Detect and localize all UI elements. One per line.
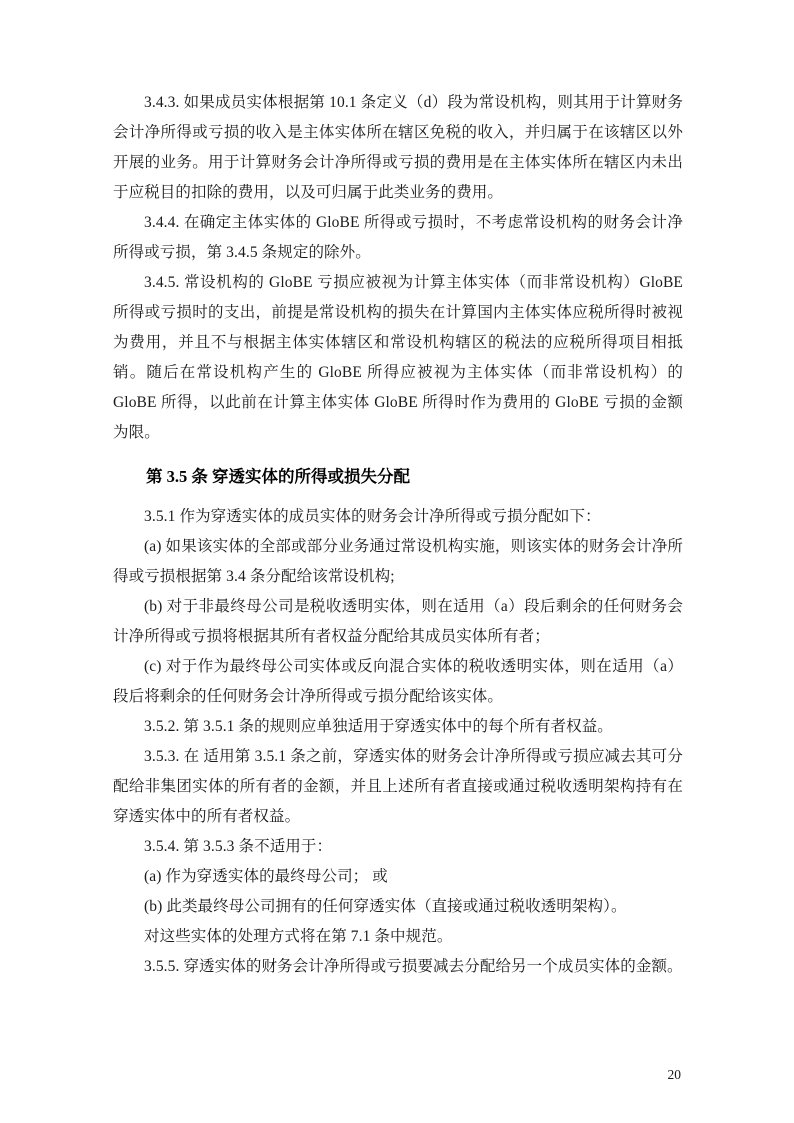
section-heading-3-5: 第 3.5 条 穿透实体的所得或损失分配 xyxy=(146,467,410,486)
paragraph-3-4-3: 3.4.3. 如果成员实体根据第 10.1 条定义（d）段为常设机构，则其用于计算财务会计净所得或亏损的收入是主体实体所在辖区免税的收入，并归属于在该辖区以外开展的业务。用于计算财务会计净所得或亏损的费用是在主体实体所在辖区内未出于应税目的扣除的费用，以及可归属于此类业务的费用。 xyxy=(113,94,683,201)
paragraph-3-5-3: 3.5.3. 在 适用第 3.5.1 条之前，穿透实体的财务会计净所得或亏损应减去其可分配给非集团实体的所有者的金额，并且上述所有者直接或通过税收透明架构持有在穿透实体中的所有者权益。 xyxy=(113,748,683,825)
paragraph-3-5-4-b: (b) 此类最终母公司拥有的任何穿透实体（直接或通过税收透明架构）。 xyxy=(144,898,627,915)
paragraph-3-4-4: 3.4.4. 在确定主体实体的 GloBE 所得或亏损时，不考虑常设机构的财务会计净所得或亏损，第 3.4.5 条规定的除外。 xyxy=(113,214,683,261)
paragraph-3-5-4-note: 对这些实体的处理方式将在第 7.1 条中规范。 xyxy=(144,928,453,945)
paragraph-3-5-1-c: (c) 对于作为最终母公司实体或反向混合实体的税收透明实体，则在适用（a）段后将剩余的任何财务会计净所得或亏损分配给该实体。 xyxy=(113,658,683,705)
paragraph-3-5-2: 3.5.2. 第 3.5.1 条的规则应单独适用于穿透实体中的每个所有者权益。 xyxy=(144,718,613,735)
paragraph-3-5-4: 3.5.4. 第 3.5.3 条不适用于： xyxy=(144,838,333,855)
paragraph-3-5-1-b: (b) 对于非最终母公司是税收透明实体，则在适用（a）段后剩余的任何财务会计净所得或亏损将根据其所有者权益分配给其成员实体所有者； xyxy=(113,598,683,645)
paragraph-3-5-1-a: (a) 如果该实体的全部或部分业务通过常设机构实施，则该实体的财务会计净所得或亏损根据第 3.4 条分配给该常设机构; xyxy=(113,538,683,585)
paragraph-3-4-5: 3.4.5. 常设机构的 GloBE 亏损应被视为计算主体实体（而非常设机构）GloBE 所得或亏损时的支出，前提是常设机构的损失在计算国内主体实体应税所得时被视为费用，并且不与根据主体实体辖区和常设机构辖区的税法的应税所得项目相抵销。随后在常设机构产生的 GloBE 所得应被视为主体实体（而非常设机构）的 GloBE 所得，以此前在计算主体实体 GloBE 所得时作为费用的 GloBE 亏损的金额为限。 xyxy=(113,274,683,441)
paragraph-3-5-1: 3.5.1 作为穿透实体的成员实体的财务会计净所得或亏损分配如下： xyxy=(144,508,601,525)
paragraph-3-5-5: 3.5.5. 穿透实体的财务会计净所得或亏损要减去分配给另一个成员实体的金额。 xyxy=(144,958,683,975)
paragraph-3-5-4-a: (a) 作为穿透实体的最终母公司； 或 xyxy=(144,868,388,885)
page-content xyxy=(113,88,683,982)
page-number: 20 xyxy=(667,1067,681,1082)
